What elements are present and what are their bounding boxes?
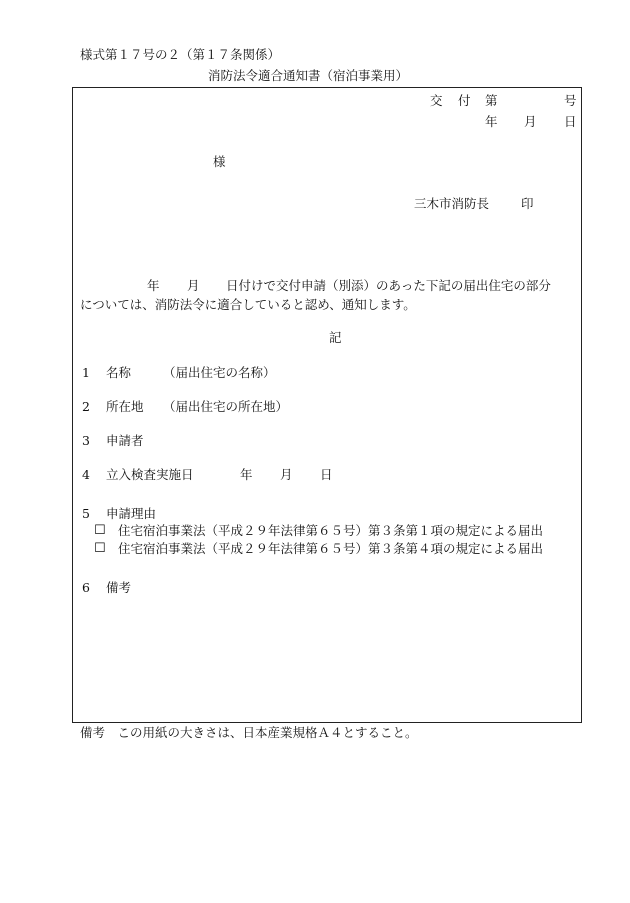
item-4-day: 日 <box>320 467 333 482</box>
issuer-name: 三木市消防長 <box>414 196 490 211</box>
document-title: 消防法令適合通知書（宿泊事業用） <box>208 68 409 83</box>
issue-go: 号 <box>564 93 577 108</box>
item-2-value: （届出住宅の所在地） <box>163 399 289 414</box>
issue-year: 年 <box>485 114 498 129</box>
item-2-number: 2 <box>82 399 90 414</box>
body-month: 月 <box>187 278 200 293</box>
footnote: 備考 この用紙の大きさは、日本産業規格Ａ４とすること。 <box>80 725 418 740</box>
item-1-number: 1 <box>82 365 90 380</box>
ki-heading: 記 <box>329 330 342 345</box>
reason-2-checkbox[interactable]: ☐ <box>94 541 106 556</box>
item-6-label: 備考 <box>106 580 132 595</box>
item-4-label: 立入検査実施日 <box>106 467 194 482</box>
item-2-label: 所在地 <box>106 399 144 414</box>
form-frame <box>72 87 582 723</box>
item-4-number: 4 <box>82 467 90 482</box>
form-number: 様式第１７号の２（第１７条関係） <box>80 47 281 62</box>
item-4-month: 月 <box>280 467 293 482</box>
issue-fu: 付 <box>458 93 471 108</box>
item-6-number: 6 <box>82 580 90 595</box>
issue-dai: 第 <box>485 93 498 108</box>
issue-month: 月 <box>524 114 537 129</box>
issuer-seal: 印 <box>521 196 534 211</box>
issue-kofu: 交 <box>430 93 443 108</box>
body-line1: 日付けで交付申請（別添）のあった下記の届出住宅の部分 <box>226 278 551 293</box>
item-5-label: 申請理由 <box>106 506 157 521</box>
issue-day: 日 <box>564 114 577 129</box>
item-1-label: 名称 <box>106 365 132 380</box>
reason-2-text: 住宅宿泊事業法（平成２９年法律第６５号）第３条第４項の規定による届出 <box>118 541 544 556</box>
reason-1-checkbox[interactable]: ☐ <box>94 523 106 538</box>
addressee-sama: 様 <box>213 154 226 169</box>
reason-1-text: 住宅宿泊事業法（平成２９年法律第６５号）第３条第１項の規定による届出 <box>118 523 544 538</box>
body-year: 年 <box>147 278 160 293</box>
item-1-value: （届出住宅の名称） <box>163 365 276 380</box>
item-4-year: 年 <box>240 467 253 482</box>
item-3-label: 申請者 <box>106 433 144 448</box>
item-3-number: 3 <box>82 433 90 448</box>
item-5-number: 5 <box>82 506 90 521</box>
body-line2: については、消防法令に適合していると認め、通知します。 <box>80 297 416 312</box>
